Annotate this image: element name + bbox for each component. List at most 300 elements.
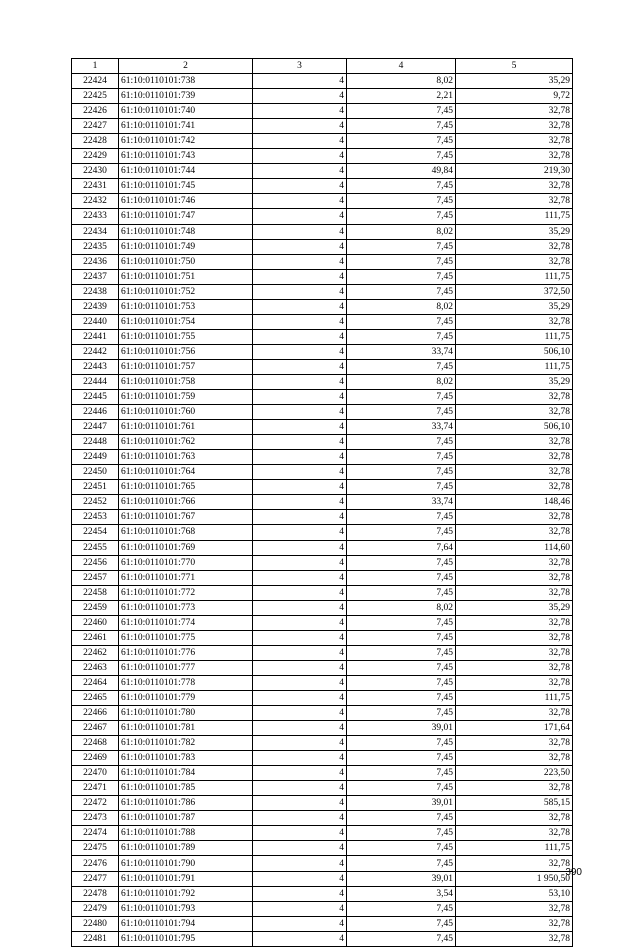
table-cell: 4	[253, 239, 347, 254]
table-cell: 4	[253, 690, 347, 705]
table-row	[72, 600, 573, 615]
table-cell: 4	[253, 826, 347, 841]
table-cell: 61:10:0110101:785	[119, 781, 253, 796]
table-cell: 22462	[72, 645, 119, 660]
table-cell: 4	[253, 149, 347, 164]
table-cell: 4	[253, 299, 347, 314]
table-row	[72, 585, 573, 600]
table-cell: 32,78	[456, 660, 573, 675]
table-row	[72, 841, 573, 856]
table-cell: 32,78	[456, 675, 573, 690]
table-cell: 7,45	[347, 841, 456, 856]
table-cell: 4	[253, 540, 347, 555]
table-row	[72, 540, 573, 555]
table-cell: 22442	[72, 344, 119, 359]
table-cell: 49,84	[347, 164, 456, 179]
table-cell: 22446	[72, 405, 119, 420]
table-cell: 7,45	[347, 781, 456, 796]
table-row	[72, 435, 573, 450]
table-cell: 7,45	[347, 916, 456, 931]
table-cell: 61:10:0110101:754	[119, 314, 253, 329]
table-cell: 32,78	[456, 645, 573, 660]
table-cell: 61:10:0110101:772	[119, 585, 253, 600]
table-cell: 22443	[72, 359, 119, 374]
table-cell: 22430	[72, 164, 119, 179]
table-cell: 61:10:0110101:792	[119, 886, 253, 901]
table-cell: 61:10:0110101:793	[119, 901, 253, 916]
table-cell: 7,45	[347, 736, 456, 751]
page-number: 390	[565, 867, 582, 878]
table-cell: 4	[253, 435, 347, 450]
table-row	[72, 766, 573, 781]
table-cell: 4	[253, 194, 347, 209]
table-cell: 61:10:0110101:783	[119, 751, 253, 766]
table-cell: 22459	[72, 600, 119, 615]
table-cell: 22474	[72, 826, 119, 841]
table-cell: 61:10:0110101:770	[119, 555, 253, 570]
table-cell: 61:10:0110101:752	[119, 284, 253, 299]
table-row	[72, 89, 573, 104]
table-cell: 4	[253, 344, 347, 359]
table-cell: 9,72	[456, 89, 573, 104]
table-cell: 7,45	[347, 856, 456, 871]
table-cell: 7,45	[347, 510, 456, 525]
table-cell: 22436	[72, 254, 119, 269]
table-row	[72, 179, 573, 194]
table-cell: 61:10:0110101:787	[119, 811, 253, 826]
table-cell: 22450	[72, 465, 119, 480]
table-cell: 32,78	[456, 811, 573, 826]
table-cell: 4	[253, 420, 347, 435]
table-cell: 4	[253, 359, 347, 374]
table-cell: 4	[253, 390, 347, 405]
table-cell: 61:10:0110101:775	[119, 630, 253, 645]
table-row	[72, 119, 573, 134]
table-cell: 61:10:0110101:765	[119, 480, 253, 495]
table-cell: 4	[253, 374, 347, 389]
table-cell: 39,01	[347, 721, 456, 736]
table-row	[72, 736, 573, 751]
table-row	[72, 510, 573, 525]
table-cell: 61:10:0110101:781	[119, 721, 253, 736]
table-row	[72, 149, 573, 164]
table-row	[72, 675, 573, 690]
table-cell: 61:10:0110101:777	[119, 660, 253, 675]
table-cell: 4	[253, 721, 347, 736]
table-cell: 22438	[72, 284, 119, 299]
table-cell: 4	[253, 585, 347, 600]
table-cell: 61:10:0110101:747	[119, 209, 253, 224]
table-cell: 4	[253, 675, 347, 690]
table-cell: 7,45	[347, 269, 456, 284]
table-cell: 111,75	[456, 690, 573, 705]
table-cell: 22432	[72, 194, 119, 209]
table-cell: 111,75	[456, 841, 573, 856]
table-cell: 4	[253, 480, 347, 495]
table-cell: 22457	[72, 570, 119, 585]
table-cell: 7,45	[347, 525, 456, 540]
table-cell: 32,78	[456, 134, 573, 149]
table-cell: 61:10:0110101:774	[119, 615, 253, 630]
table-cell: 22480	[72, 916, 119, 931]
table-cell: 61:10:0110101:751	[119, 269, 253, 284]
column-header: 3	[253, 59, 347, 74]
table-cell: 32,78	[456, 435, 573, 450]
table-row	[72, 706, 573, 721]
table-cell: 22466	[72, 706, 119, 721]
table-cell: 32,78	[456, 615, 573, 630]
table-cell: 7,45	[347, 390, 456, 405]
table-row	[72, 826, 573, 841]
table-cell: 4	[253, 781, 347, 796]
table-cell: 111,75	[456, 359, 573, 374]
table-cell: 32,78	[456, 570, 573, 585]
table-row	[72, 781, 573, 796]
table-row	[72, 390, 573, 405]
table-cell: 22472	[72, 796, 119, 811]
table-cell: 61:10:0110101:779	[119, 690, 253, 705]
table-cell: 39,01	[347, 796, 456, 811]
table-row	[72, 344, 573, 359]
table-cell: 61:10:0110101:760	[119, 405, 253, 420]
table-row	[72, 931, 573, 946]
table-cell: 61:10:0110101:782	[119, 736, 253, 751]
table-cell: 4	[253, 269, 347, 284]
table-cell: 7,45	[347, 194, 456, 209]
table-cell: 22456	[72, 555, 119, 570]
table-cell: 7,45	[347, 630, 456, 645]
table-cell: 4	[253, 916, 347, 931]
table-cell: 22460	[72, 615, 119, 630]
table-cell: 7,45	[347, 690, 456, 705]
table-cell: 61:10:0110101:750	[119, 254, 253, 269]
table-cell: 33,74	[347, 495, 456, 510]
table-cell: 7,45	[347, 405, 456, 420]
table-cell: 7,45	[347, 209, 456, 224]
table-cell: 61:10:0110101:784	[119, 766, 253, 781]
table-row	[72, 405, 573, 420]
table-row	[72, 224, 573, 239]
table-cell: 22467	[72, 721, 119, 736]
table-cell: 2,21	[347, 89, 456, 104]
table-cell: 61:10:0110101:738	[119, 74, 253, 89]
table-cell: 32,78	[456, 405, 573, 420]
table-cell: 22431	[72, 179, 119, 194]
table-cell: 32,78	[456, 510, 573, 525]
table-cell: 22435	[72, 239, 119, 254]
table-cell: 61:10:0110101:773	[119, 600, 253, 615]
table-cell: 32,78	[456, 736, 573, 751]
table-cell: 4	[253, 74, 347, 89]
table-cell: 22453	[72, 510, 119, 525]
table-cell: 61:10:0110101:759	[119, 390, 253, 405]
table-cell: 7,45	[347, 450, 456, 465]
table-cell: 1 950,50	[456, 871, 573, 886]
table-row	[72, 690, 573, 705]
table-cell: 4	[253, 284, 347, 299]
table-cell: 32,78	[456, 630, 573, 645]
table-cell: 4	[253, 254, 347, 269]
table-row	[72, 916, 573, 931]
table-cell: 4	[253, 901, 347, 916]
table-cell: 32,78	[456, 149, 573, 164]
table-cell: 22473	[72, 811, 119, 826]
table-cell: 3,54	[347, 886, 456, 901]
table-row	[72, 751, 573, 766]
table-cell: 32,78	[456, 104, 573, 119]
table-cell: 61:10:0110101:780	[119, 706, 253, 721]
table-cell: 22465	[72, 690, 119, 705]
table-row	[72, 254, 573, 269]
table-cell: 4	[253, 886, 347, 901]
table-cell: 53,10	[456, 886, 573, 901]
table-cell: 32,78	[456, 751, 573, 766]
table-cell: 7,45	[347, 706, 456, 721]
table-cell: 61:10:0110101:786	[119, 796, 253, 811]
table-row	[72, 209, 573, 224]
table-cell: 7,45	[347, 555, 456, 570]
table-cell: 35,29	[456, 600, 573, 615]
table-cell: 22427	[72, 119, 119, 134]
table-cell: 61:10:0110101:744	[119, 164, 253, 179]
table-cell: 7,45	[347, 314, 456, 329]
table-cell: 22424	[72, 74, 119, 89]
table-cell: 4	[253, 841, 347, 856]
table-cell: 22461	[72, 630, 119, 645]
table-body	[72, 59, 573, 947]
table-cell: 32,78	[456, 525, 573, 540]
table-cell: 32,78	[456, 254, 573, 269]
table-cell: 22429	[72, 149, 119, 164]
table-cell: 32,78	[456, 314, 573, 329]
table-cell: 33,74	[347, 344, 456, 359]
table-cell: 35,29	[456, 74, 573, 89]
table-cell: 22452	[72, 495, 119, 510]
column-header: 1	[72, 59, 119, 74]
table-cell: 32,78	[456, 931, 573, 946]
table-cell: 61:10:0110101:776	[119, 645, 253, 660]
table-cell: 7,45	[347, 239, 456, 254]
table-cell: 506,10	[456, 344, 573, 359]
table-cell: 4	[253, 450, 347, 465]
table-cell: 61:10:0110101:740	[119, 104, 253, 119]
table-row	[72, 495, 573, 510]
table-cell: 111,75	[456, 269, 573, 284]
table-cell: 7,45	[347, 119, 456, 134]
table-cell: 4	[253, 329, 347, 344]
table-cell: 7,45	[347, 615, 456, 630]
table-cell: 32,78	[456, 450, 573, 465]
data-table	[71, 58, 573, 947]
table-cell: 7,45	[347, 480, 456, 495]
table-cell: 111,75	[456, 209, 573, 224]
table-row	[72, 871, 573, 886]
table-cell: 61:10:0110101:791	[119, 871, 253, 886]
table-row	[72, 525, 573, 540]
table-cell: 22428	[72, 134, 119, 149]
table-cell: 22445	[72, 390, 119, 405]
table-cell: 7,45	[347, 179, 456, 194]
table-cell: 22479	[72, 901, 119, 916]
table-cell: 22481	[72, 931, 119, 946]
table-cell: 22455	[72, 540, 119, 555]
table-cell: 32,78	[456, 119, 573, 134]
table-cell: 32,78	[456, 239, 573, 254]
table-cell: 22440	[72, 314, 119, 329]
table-cell: 61:10:0110101:794	[119, 916, 253, 931]
table-cell: 8,02	[347, 74, 456, 89]
table-cell: 22425	[72, 89, 119, 104]
table-cell: 4	[253, 495, 347, 510]
table-cell: 22434	[72, 224, 119, 239]
table-cell: 4	[253, 314, 347, 329]
table-cell: 32,78	[456, 856, 573, 871]
table-cell: 7,45	[347, 645, 456, 660]
table-cell: 4	[253, 645, 347, 660]
table-cell: 22447	[72, 420, 119, 435]
table-row	[72, 104, 573, 119]
table-cell: 4	[253, 856, 347, 871]
table-cell: 61:10:0110101:748	[119, 224, 253, 239]
table-cell: 148,46	[456, 495, 573, 510]
table-cell: 4	[253, 164, 347, 179]
table-cell: 7,45	[347, 329, 456, 344]
table-cell: 61:10:0110101:755	[119, 329, 253, 344]
table-cell: 22448	[72, 435, 119, 450]
table-cell: 4	[253, 871, 347, 886]
table-cell: 7,45	[347, 901, 456, 916]
table-cell: 22458	[72, 585, 119, 600]
table-cell: 35,29	[456, 374, 573, 389]
table-cell: 171,64	[456, 721, 573, 736]
table-cell: 61:10:0110101:745	[119, 179, 253, 194]
table-cell: 22449	[72, 450, 119, 465]
table-cell: 4	[253, 465, 347, 480]
table-cell: 4	[253, 615, 347, 630]
table-cell: 61:10:0110101:761	[119, 420, 253, 435]
table-row	[72, 480, 573, 495]
table-cell: 32,78	[456, 706, 573, 721]
table-row	[72, 134, 573, 149]
table-cell: 372,50	[456, 284, 573, 299]
table-cell: 61:10:0110101:788	[119, 826, 253, 841]
table-cell: 4	[253, 89, 347, 104]
table-row	[72, 74, 573, 89]
table-row	[72, 796, 573, 811]
table-row	[72, 811, 573, 826]
table-row	[72, 194, 573, 209]
table-cell: 4	[253, 736, 347, 751]
table-cell: 7,45	[347, 134, 456, 149]
table-cell: 61:10:0110101:741	[119, 119, 253, 134]
table-row	[72, 630, 573, 645]
table-cell: 8,02	[347, 600, 456, 615]
table-row	[72, 374, 573, 389]
table-cell: 32,78	[456, 390, 573, 405]
table-cell: 61:10:0110101:790	[119, 856, 253, 871]
table-row	[72, 269, 573, 284]
table-cell: 7,45	[347, 931, 456, 946]
table-cell: 4	[253, 510, 347, 525]
table-row	[72, 239, 573, 254]
column-header: 4	[347, 59, 456, 74]
table-cell: 22441	[72, 329, 119, 344]
table-cell: 61:10:0110101:753	[119, 299, 253, 314]
table-cell: 7,45	[347, 811, 456, 826]
table-cell: 32,78	[456, 179, 573, 194]
table-cell: 22426	[72, 104, 119, 119]
table-cell: 7,45	[347, 284, 456, 299]
table-row	[72, 570, 573, 585]
table-cell: 4	[253, 811, 347, 826]
table-cell: 22470	[72, 766, 119, 781]
table-cell: 4	[253, 630, 347, 645]
table-row	[72, 450, 573, 465]
table-cell: 61:10:0110101:749	[119, 239, 253, 254]
table-cell: 61:10:0110101:763	[119, 450, 253, 465]
table-cell: 35,29	[456, 299, 573, 314]
table-row	[72, 901, 573, 916]
table-cell: 22476	[72, 856, 119, 871]
table-row	[72, 420, 573, 435]
table-cell: 35,29	[456, 224, 573, 239]
table-cell: 506,10	[456, 420, 573, 435]
table-cell: 4	[253, 405, 347, 420]
table-cell: 114,60	[456, 540, 573, 555]
table-cell: 61:10:0110101:739	[119, 89, 253, 104]
table-cell: 61:10:0110101:743	[119, 149, 253, 164]
table-cell: 61:10:0110101:764	[119, 465, 253, 480]
table-cell: 7,45	[347, 435, 456, 450]
table-cell: 61:10:0110101:757	[119, 359, 253, 374]
table-row	[72, 359, 573, 374]
table-cell: 39,01	[347, 871, 456, 886]
table-cell: 7,45	[347, 570, 456, 585]
table-cell: 61:10:0110101:795	[119, 931, 253, 946]
table-cell: 7,45	[347, 359, 456, 374]
table-cell: 22454	[72, 525, 119, 540]
table-cell: 223,50	[456, 766, 573, 781]
table-cell: 32,78	[456, 194, 573, 209]
table-cell: 22463	[72, 660, 119, 675]
table-cell: 22471	[72, 781, 119, 796]
table-cell: 7,64	[347, 540, 456, 555]
table-cell: 4	[253, 751, 347, 766]
table-row	[72, 645, 573, 660]
table-cell: 585,15	[456, 796, 573, 811]
table-cell: 61:10:0110101:758	[119, 374, 253, 389]
table-cell: 4	[253, 600, 347, 615]
table-cell: 4	[253, 931, 347, 946]
table-cell: 8,02	[347, 299, 456, 314]
table-row	[72, 886, 573, 901]
table-cell: 32,78	[456, 555, 573, 570]
table-row	[72, 615, 573, 630]
table-cell: 22437	[72, 269, 119, 284]
table-cell: 4	[253, 660, 347, 675]
table-cell: 7,45	[347, 254, 456, 269]
table-cell: 4	[253, 224, 347, 239]
table-cell: 22477	[72, 871, 119, 886]
table-row	[72, 555, 573, 570]
table-cell: 61:10:0110101:789	[119, 841, 253, 856]
header-row	[72, 59, 573, 74]
table-row	[72, 314, 573, 329]
table-cell: 4	[253, 209, 347, 224]
table-cell: 32,78	[456, 826, 573, 841]
table-cell: 61:10:0110101:746	[119, 194, 253, 209]
table-row	[72, 465, 573, 480]
